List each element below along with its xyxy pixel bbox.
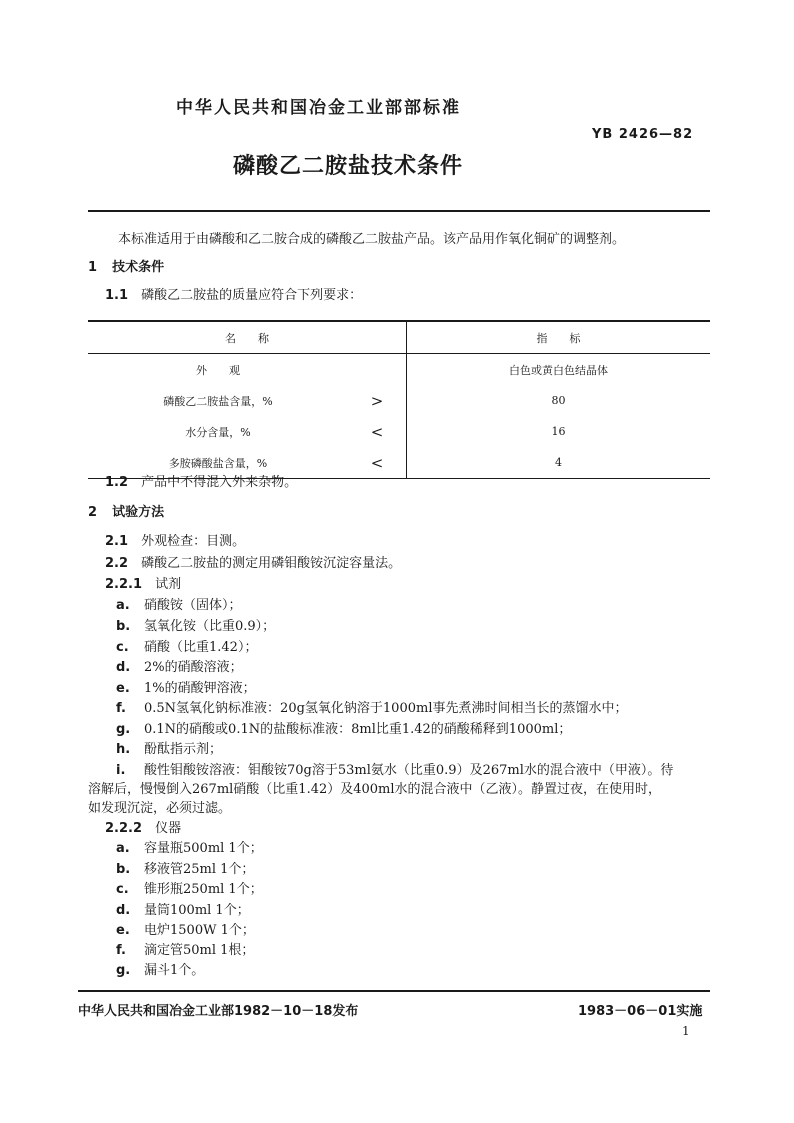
reagent-item-g: [116, 721, 571, 739]
row-name: 磷酸乙二胺盐含量，%: [163, 394, 273, 408]
clause-number: 1.2: [105, 475, 129, 490]
section-number: 2: [88, 505, 98, 520]
item-letter: b.: [116, 619, 131, 634]
reagent-item-d: [116, 659, 243, 677]
item-text: 0.5N氢氧化钠标准液：20g氢氧化钠溶于1000ml事先煮沸时间相当长的蒸馏水中；: [144, 701, 628, 716]
row-symbol: <: [370, 422, 384, 441]
item-text: 1%的硝酸钾溶液；: [144, 681, 256, 696]
ministry-standard-heading: 中华人民共和国冶金工业部部标准: [176, 98, 461, 118]
item-letter: g.: [116, 722, 131, 737]
item-text: 2%的硝酸溶液；: [144, 660, 243, 675]
clause-1-1: [105, 287, 362, 305]
instrument-item-a: [116, 840, 263, 858]
section-title: 技术条件: [112, 260, 165, 275]
item-letter: d.: [116, 660, 131, 675]
item-text: 滴定管50ml 1根；: [144, 943, 255, 958]
instrument-item-f: [116, 942, 254, 960]
item-text: 酸性钼酸铵溶液：钼酸铵70g溶于53ml氨水（比重0.9）及267ml水的混合液中（甲液）。待: [144, 763, 674, 778]
instrument-item-g: [116, 962, 204, 980]
reagent-item-i-cont: 溶解后，慢慢倒入267ml硝酸（比重1.42）及400ml水的混合液中（乙液）。静置过夜，在使用时，: [88, 782, 662, 797]
section-title: 试验方法: [112, 505, 165, 520]
row-name: 多胺磷酸盐含量，%: [88, 447, 348, 479]
clause-1-2: [105, 474, 297, 492]
item-letter: g.: [116, 963, 131, 978]
issue-statement: 中华人民共和国冶金工业部1982－10－18发布: [78, 1004, 359, 1019]
item-letter: e.: [116, 923, 130, 938]
clause-2-1: [105, 533, 245, 551]
item-letter: b.: [116, 862, 131, 877]
table-row: [88, 354, 710, 386]
item-text: 移液管25ml 1个；: [144, 862, 255, 877]
item-text: 锥形瓶250ml 1个；: [144, 882, 263, 897]
row-value: 80: [407, 385, 711, 416]
clause-2-2-1-heading: [105, 576, 181, 594]
clause-number: 2.1: [105, 534, 129, 549]
instrument-item-b: [116, 861, 254, 879]
instrument-item-c: [116, 881, 263, 899]
item-letter: f.: [116, 943, 126, 958]
clause-2-2-2-heading: [105, 820, 181, 838]
item-text: 硝酸（比重1.42）；: [144, 640, 258, 655]
item-letter: a.: [116, 841, 130, 856]
clause-2-2: [105, 555, 401, 573]
instrument-item-d: [116, 902, 250, 920]
row-value: 16: [407, 416, 711, 447]
reagent-item-i: [116, 762, 673, 780]
reagent-item-f: [116, 700, 627, 718]
item-letter: a.: [116, 598, 130, 613]
item-text: 硝酸铵（固体）；: [144, 598, 242, 613]
clause-title: 试剂: [155, 577, 182, 592]
row-symbol: [348, 354, 407, 386]
reagent-item-h: [116, 741, 222, 759]
row-value: 白色或黄白色结晶体: [407, 354, 711, 386]
page-number: 1: [682, 1024, 690, 1038]
reagent-item-a: [116, 597, 242, 615]
section-2-heading: [88, 504, 164, 522]
header-divider: [88, 210, 710, 212]
clause-number: 1.1: [105, 288, 129, 303]
document-title: 磷酸乙二胺盐技术条件: [233, 154, 464, 179]
item-letter: c.: [116, 640, 129, 655]
clause-text: 磷酸乙二胺盐的质量应符合下列要求：: [141, 288, 363, 303]
table-row: [88, 416, 710, 447]
item-letter: d.: [116, 903, 131, 918]
item-text: 电炉1500W 1个；: [144, 923, 255, 938]
table-header-row: [88, 321, 710, 354]
intro-paragraph: 本标准适用于由磷酸和乙二胺合成的磷酸乙二胺盐产品。该产品用作氧化铜矿的调整剂。: [118, 232, 626, 247]
section-number: 1: [88, 260, 98, 275]
table-header-value: 指 标: [407, 321, 711, 354]
item-text: 容量瓶500ml 1个；: [144, 841, 263, 856]
item-text: 氢氧化铵（比重0.9）；: [144, 619, 276, 634]
row-symbol: <: [348, 447, 407, 479]
clause-text: 产品中不得混入外来杂物。: [141, 475, 298, 490]
table-row: [88, 385, 710, 416]
clause-text: 外观检查：目测。: [141, 534, 246, 549]
row-name: 外 观: [196, 363, 240, 377]
clause-title: 仪器: [155, 821, 182, 836]
item-text: 漏斗1个。: [144, 963, 205, 978]
section-1-heading: [88, 259, 164, 277]
clause-number: 2.2.1: [105, 577, 143, 592]
clause-text: 磷酸乙二胺盐的测定用磷钼酸铵沉淀容量法。: [141, 556, 402, 571]
item-letter: f.: [116, 701, 126, 716]
quality-spec-table: [88, 320, 710, 479]
reagent-item-i-cont: 如发现沉淀，必须过滤。: [88, 801, 232, 816]
item-text: 量筒100ml 1个；: [144, 903, 250, 918]
effective-date: 1983－06－01实施: [578, 1004, 703, 1019]
reagent-item-b: [116, 618, 275, 636]
table-header-name: 名 称: [88, 321, 407, 354]
clause-number: 2.2: [105, 556, 129, 571]
item-letter: h.: [116, 742, 131, 757]
footer-divider: [78, 990, 710, 992]
instrument-item-e: [116, 922, 255, 940]
row-value: 4: [407, 447, 711, 479]
item-letter: e.: [116, 681, 130, 696]
item-letter: c.: [116, 882, 129, 897]
reagent-item-e: [116, 680, 256, 698]
row-symbol: >: [370, 391, 384, 410]
standard-code: YB 2426—82: [592, 127, 694, 142]
clause-number: 2.2.2: [105, 821, 143, 836]
reagent-item-c: [116, 639, 257, 657]
item-text: 0.1N的硝酸或0.1N的盐酸标准液：8ml比重1.42的硝酸稀释到1000ml；: [144, 722, 572, 737]
row-name: 水分含量，%: [185, 425, 251, 439]
item-text: 酚酞指示剂；: [144, 742, 223, 757]
item-letter: i.: [116, 763, 126, 778]
